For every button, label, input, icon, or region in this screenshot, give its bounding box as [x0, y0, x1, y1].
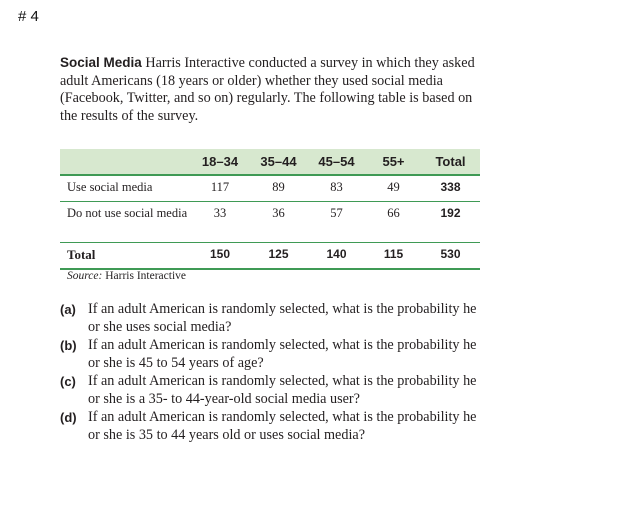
question-item: [60, 301, 490, 336]
survey-table-container: [60, 149, 480, 270]
question-text: If an adult American is randomly selected, what is the probability he or she is 45 to 54 years of age?: [88, 337, 477, 371]
question-text: If an adult American is randomly selected, what is the probability he or she is 35 to 44 years old or uses social media?: [88, 409, 477, 443]
source-text: Harris Interactive: [105, 270, 186, 282]
header-cell-55-plus: 55+: [366, 149, 421, 175]
question-list: [60, 301, 490, 445]
question-item: [60, 373, 490, 408]
question-text: If an adult American is randomly selected, what is the probability he or she is a 35- to 44-year-old social media user?: [88, 373, 477, 407]
table-cell: 89: [250, 175, 307, 202]
header-cell-blank: [60, 149, 190, 175]
grand-total-cell: 530: [421, 243, 480, 270]
question-label: (c): [60, 374, 76, 389]
row-total-cell: 338: [421, 175, 480, 202]
question-text: If an adult American is randomly selected, what is the probability he or she uses social media?: [88, 301, 477, 335]
row-total-cell: 192: [421, 202, 480, 243]
table-cell: 57: [307, 202, 366, 243]
table-cell: 66: [366, 202, 421, 243]
header-cell-35-44: 35–44: [250, 149, 307, 175]
table-cell: 115: [366, 243, 421, 270]
survey-table: [60, 149, 480, 270]
table-cell: 117: [190, 175, 250, 202]
table-header-row: [60, 149, 480, 175]
question-label: (d): [60, 410, 77, 425]
table-cell: 140: [307, 243, 366, 270]
header-cell-45-54: 45–54: [307, 149, 366, 175]
table-row: [60, 202, 480, 243]
table-cell: 125: [250, 243, 307, 270]
question-item: [60, 409, 490, 444]
table-total-row: [60, 243, 480, 270]
table-row: [60, 175, 480, 202]
table-cell: 49: [366, 175, 421, 202]
header-cell-18-34: 18–34: [190, 149, 250, 175]
problem-number: # 4: [18, 8, 39, 25]
row-label: Use social media: [60, 175, 190, 202]
row-label: Do not use social media: [60, 202, 190, 243]
intro-text: Harris Interactive conducted a survey in which they asked adult Americans (18 years or older) whether they used social media (Facebook, Twitter, and so on) regularly. The following table is based on the results of the survey.: [60, 55, 475, 124]
question-label: (a): [60, 302, 76, 317]
table-cell: 36: [250, 202, 307, 243]
table-source: [67, 270, 186, 282]
question-label: (b): [60, 338, 77, 353]
table-cell: 33: [190, 202, 250, 243]
question-item: [60, 337, 490, 372]
table-cell: 150: [190, 243, 250, 270]
source-label: Source:: [67, 270, 103, 282]
row-label: Total: [60, 243, 190, 270]
intro-title: Social Media: [60, 55, 142, 70]
intro-paragraph: [60, 54, 480, 125]
header-cell-total: Total: [421, 149, 480, 175]
table-cell: 83: [307, 175, 366, 202]
